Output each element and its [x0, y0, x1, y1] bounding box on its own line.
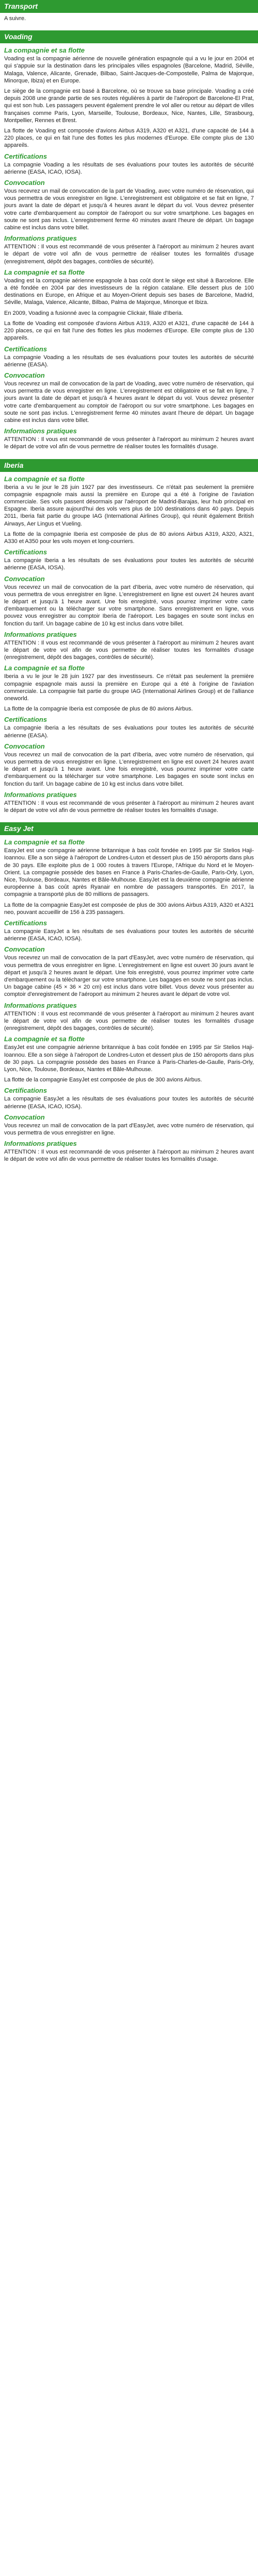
paragraph: EasyJet est une compagnie aérienne britannique à bas coût fondée en 1995 par Sir Stelios Haji-Ioannou. Elle a son siège à l'aéroport de Londres-Luton et dessert plus de 150 aéroports dans plus de 30 pays. Elle exploite plus de 1 000 routes à travers l'Europe, l'Afrique du Nord et le Moyen-Orient. La compagnie possède des bases en France à Paris-Charles-de-Gaulle, Paris-Orly, Lyon, Nice, Toulouse, Bordeaux, Nantes et Bâle-Mulhouse. EasyJet est la deuxième compagnie aérienne européenne à bas coût après Ryanair en nombre de passagers transportés. En 2017, la compagnie a transporté plus de 80 millions de passagers.	[4, 848, 254, 898]
paragraph: Vous recevrez un mail de convocation de la part d'Iberia, avec votre numéro de réservation, qui vous permettra de vous enregistrer en ligne. L'enregistrement en ligne est ouvert 24 heures avant le départ et jusqu'à 1 heure avant. Une fois enregistré, vous pourrez imprimer votre carte d'embarquement ou la télécharger sur votre smartphone. Sans enregistrement en ligne, vous pouvez vous enregistrer au comptoir Iberia de l'aéroport. Les bagages en soute sont inclus en fonction du tarif. Un bagage cabine de 10 kg est inclus dans votre billet.	[4, 584, 254, 627]
subtitle-practical-info: Informations pratiques	[4, 630, 77, 638]
subtitle-practical-info: Informations pratiques	[4, 234, 77, 243]
section-header-iberia: Iberia	[0, 459, 258, 472]
paragraph: La flotte de Voading est composée d'avions Airbus A319, A320 et A321, d'une capacité de 144 à 220 places, ce qui en fait l'une des flottes les plus modernes d'Europe. Elle compte plus de 130 appareils.	[4, 128, 254, 149]
paragraph: La compagnie EasyJet a les résultats de ses évaluations pour toutes les autorités de sécurité aérienne (EASA, ICAO, IOSA).	[4, 928, 254, 942]
page	[0, 0, 258, 1168]
subtitle-fleet: La compagnie et sa flotte	[4, 268, 85, 276]
section-header-voading: Voading	[0, 30, 258, 43]
paragraph: Vous recevrez un mail de convocation de la part d'EasyJet, avec votre numéro de réservation, qui vous permettra de vous enregistrer en ligne. L'enregistrement en ligne est ouvert 30 jours avant le départ et jusqu'à 2 heures avant le départ. Une fois enregistré, vous pourrez imprimer votre carte d'embarquement ou la télécharger sur votre smartphone. Les bagages en soute ne sont pas inclus. Un bagage cabine (45 × 36 × 20 cm) est inclus dans votre billet. Vous devez vous présenter au comptoir d'enregistrement de l'aéroport au minimum 2 heures avant le départ de votre vol.	[4, 955, 254, 998]
paragraph: En 2009, Voading a fusionné avec la compagnie Clickair, filiale d'Iberia.	[4, 310, 183, 316]
subtitle-certifications: Certifications	[4, 1087, 47, 1095]
subtitle-fleet: La compagnie et sa flotte	[4, 664, 85, 672]
subtitle-certifications: Certifications	[4, 345, 47, 353]
paragraph: La compagnie EasyJet a les résultats de ses évaluations pour toutes les autorités de sécurité aérienne (EASA, ICAO, IOSA).	[4, 1096, 254, 1110]
paragraph: La compagnie Voading a les résultats de ses évaluations pour toutes les autorités de sécurité aérienne (EASA).	[4, 354, 254, 368]
subtitle-practical-info: Informations pratiques	[4, 1140, 77, 1148]
paragraph: ATTENTION : Il vous est recommandé de vous présenter à l'aéroport au minimum 2 heures avant le départ de votre vol afin de vous permettre de réaliser toutes les formalités d'usage.	[4, 1149, 254, 1163]
subtitle-fleet: La compagnie et sa flotte	[4, 838, 85, 846]
subtitle-certifications: Certifications	[4, 548, 47, 556]
subtitle-practical-info: Informations pratiques	[4, 1001, 77, 1009]
paragraph: ATTENTION : Il vous est recommandé de vous présenter à l'aéroport au minimum 2 heures avant le départ de votre vol afin de vous permettre de réaliser toutes les formalités d'usage.	[4, 436, 254, 450]
paragraph: La flotte de la compagnie Iberia est composée de plus de 80 avions Airbus A319, A320, A321, A330 et A350 pour les vols moyen et long-courriers.	[4, 531, 254, 545]
subtitle-certifications: Certifications	[4, 152, 47, 160]
subtitle-convocation: Convocation	[4, 742, 45, 750]
paragraph: Vous recevrez un mail de convocation de la part de Voading, avec votre numéro de réservation, qui vous permettra de vous enregistrer en ligne. L'enregistrement est obligatoire et se fait en ligne, 7 jours avant la date de départ et jusqu'à 4 heures avant le départ du vol. Vous devrez présenter votre carte d'embarquement au comptoir de l'aéroport ou sur votre smartphone. Les bagages en soute ne sont pas inclus. L'enregistrement ferme 40 minutes avant l'heure de départ. Un bagage cabine est inclus dans votre billet.	[4, 380, 254, 423]
subtitle-certifications: Certifications	[4, 919, 47, 927]
paragraph: Vous recevrez un mail de convocation de la part de Voading, avec votre numéro de réservation, qui vous permettra de vous enregistrer en ligne. L'enregistrement est obligatoire et se fait en ligne, 7 jours avant la date de départ et jusqu'à 4 heures avant le départ du vol. Vous devrez présenter votre carte d'embarquement au comptoir de l'aéroport ou sur votre smartphone. Les bagages en soute ne sont pas inclus. L'enregistrement ferme 40 minutes avant l'heure de départ. Un bagage cabine est inclus dans votre billet.	[4, 188, 254, 231]
paragraph: La compagnie Iberia a les résultats de ses évaluations pour toutes les autorités de sécurité aérienne (EASA).	[4, 725, 254, 739]
paragraph: La flotte de la compagnie EasyJet est composée de plus de 300 avions Airbus.	[4, 1077, 202, 1083]
subtitle-convocation: Convocation	[4, 1113, 45, 1121]
paragraph: Vous recevrez un mail de convocation de la part d'EasyJet, avec votre numéro de réservation, qui vous permettra de vous enregistrer en ligne.	[4, 1122, 254, 1136]
subtitle-convocation: Convocation	[4, 945, 45, 954]
paragraph: ATTENTION : Il vous est recommandé de vous présenter à l'aéroport au minimum 2 heures avant le départ de votre vol afin de vous permettre de réaliser toutes les formalités d'usage (enregistrement, dépôt des bagages, contrôles de sécurité).	[4, 1010, 254, 1032]
paragraph: Le siège de la compagnie est basé à Barcelone, où se trouve sa base principale. Voading a créé depuis 2008 une grande partie de ses routes régulières à partir de l'aéroport de Barcelone-El Prat, qui est son hub. Les passagers peuvent également prendre le vol aller ou retour au départ de villes françaises comme Paris, Lyon, Marseille, Toulouse, Bordeaux, Nice, Nantes, Lille, Strasbourg, Montpellier, Rennes et Brest.	[4, 88, 254, 124]
paragraph: Iberia a vu le jour le 28 juin 1927 par des investisseurs. Ce n'était pas seulement la première compagnie espagnole mais aussi la première en Europe qui a été à l'origine de l'aviation commerciale. La compagnie fait partie du groupe IAG (International Airlines Group) et de l'alliance oneworld.	[4, 673, 254, 702]
paragraph: La flotte de Voading est composée d'avions Airbus A319, A320 et A321, d'une capacité de 144 à 220 places, ce qui en fait l'une des flottes les plus modernes d'Europe. Elle compte plus de 130 appareils.	[4, 320, 254, 342]
paragraph: Voading est la compagnie aérienne espagnole à bas coût dont le siège est situé à Barcelone. Elle a été fondée en 2004 par des investisseurs de la région catalane. Elle dessert plus de 100 destinations en Europe, en Afrique et au Moyen-Orient depuis ses bases de Barcelone, Madrid, Séville, Malaga, Valence, Alicante, Bilbao, Palma de Majorque, Minorque et Ibiza.	[4, 277, 254, 306]
paragraph: ATTENTION : Il vous est recommandé de vous présenter à l'aéroport au minimum 2 heures avant le départ de votre vol afin de vous permettre de réaliser toutes les formalités d'usage (enregistrement, dépôt des bagages, contrôles de sécurité).	[4, 639, 254, 661]
subtitle-fleet: La compagnie et sa flotte	[4, 1035, 85, 1043]
subtitle-practical-info: Informations pratiques	[4, 790, 77, 799]
section-header-transport: Transport	[0, 0, 258, 13]
section-header-easyjet: Easy Jet	[0, 822, 258, 835]
paragraph: La flotte de la compagnie Iberia est composée de plus de 80 avions Airbus.	[4, 706, 193, 713]
paragraph: EasyJet est une compagnie aérienne britannique à bas coût fondée en 1995 par Sir Stelios Haji-Ioannou. Elle a son siège à l'aéroport de Londres-Luton et dessert plus de 150 aéroports dans plus de 30 pays. La compagnie possède des bases en France à Paris-Charles-de-Gaulle, Paris-Orly, Lyon, Nice, Toulouse, Bordeaux, Nantes et Bâle-Mulhouse.	[4, 1044, 254, 1073]
transport-section	[0, 0, 258, 27]
easyjet-section	[0, 822, 258, 1168]
subtitle-convocation: Convocation	[4, 179, 45, 187]
voading-section	[0, 30, 258, 455]
paragraph: Iberia a vu le jour le 28 juin 1927 par des investisseurs. Ce n'était pas seulement la première compagnie espagnole mais aussi la première en Europe qui a été à l'origine de l'aviation commerciale. Ses vols passent désormais par l'aéroport de Madrid-Barajas, leur hub principal en Espagne. Iberia assure aujourd'hui des vols vers plus de 100 destinations dans 40 pays. Depuis 2011, Iberia fait partie du groupe IAG (International Airlines Group), qui réunit également British Airways, Aer Lingus et Vueling.	[4, 484, 254, 527]
paragraph: La flotte de la compagnie EasyJet est composée de plus de 300 avions Airbus A319, A320 et A321 neo, pouvant accueillir de 156 à 235 passagers.	[4, 902, 254, 916]
subtitle-convocation: Convocation	[4, 574, 45, 583]
transport-text: A suivre.	[4, 15, 26, 22]
iberia-section	[0, 459, 258, 820]
paragraph: Vous recevrez un mail de convocation de la part d'Iberia, avec votre numéro de réservation, qui vous permettra de vous enregistrer en ligne. L'enregistrement en ligne est ouvert 24 heures avant le départ et jusqu'à 1 heure avant. Une fois enregistré, vous pourrez imprimer votre carte d'embarquement ou la télécharger sur votre smartphone. Les bagages en soute sont inclus en fonction du tarif. Un bagage cabine de 10 kg est inclus dans votre billet.	[4, 751, 254, 787]
subtitle-fleet: La compagnie et sa flotte	[4, 474, 85, 483]
paragraph: ATTENTION : Il vous est recommandé de vous présenter à l'aéroport au minimum 2 heures avant le départ de votre vol afin de vous permettre de réaliser toutes les formalités d'usage.	[4, 800, 254, 814]
subtitle-fleet: La compagnie et sa flotte	[4, 46, 85, 55]
subtitle-practical-info: Informations pratiques	[4, 427, 77, 435]
subtitle-convocation: Convocation	[4, 371, 45, 379]
paragraph: La compagnie Voading a les résultats de ses évaluations pour toutes les autorités de sécurité aérienne (EASA, ICAO, IOSA).	[4, 161, 254, 175]
subtitle-certifications: Certifications	[4, 716, 47, 724]
paragraph: La compagnie Iberia a les résultats de ses évaluations pour toutes les autorités de sécurité aérienne (EASA, IOSA).	[4, 557, 254, 571]
paragraph: ATTENTION : Il vous est recommandé de vous présenter à l'aéroport au minimum 2 heures avant le départ de votre vol afin de vous permettre de réaliser toutes les formalités d'usage (enregistrement, dépôt des bagages, contrôles de sécurité).	[4, 244, 254, 265]
paragraph: Voading est la compagnie aérienne de nouvelle génération espagnole qui a vu le jour en 2004 et qui s'appuie sur la destination dans les principales villes espagnoles (Barcelone, Madrid, Séville, Malaga, Valence, Alicante, Grenade, Bilbao, Saint-Jacques-de-Compostelle, Palma de Majorque, Minorque, Ibiza) et en Europe.	[4, 56, 254, 84]
